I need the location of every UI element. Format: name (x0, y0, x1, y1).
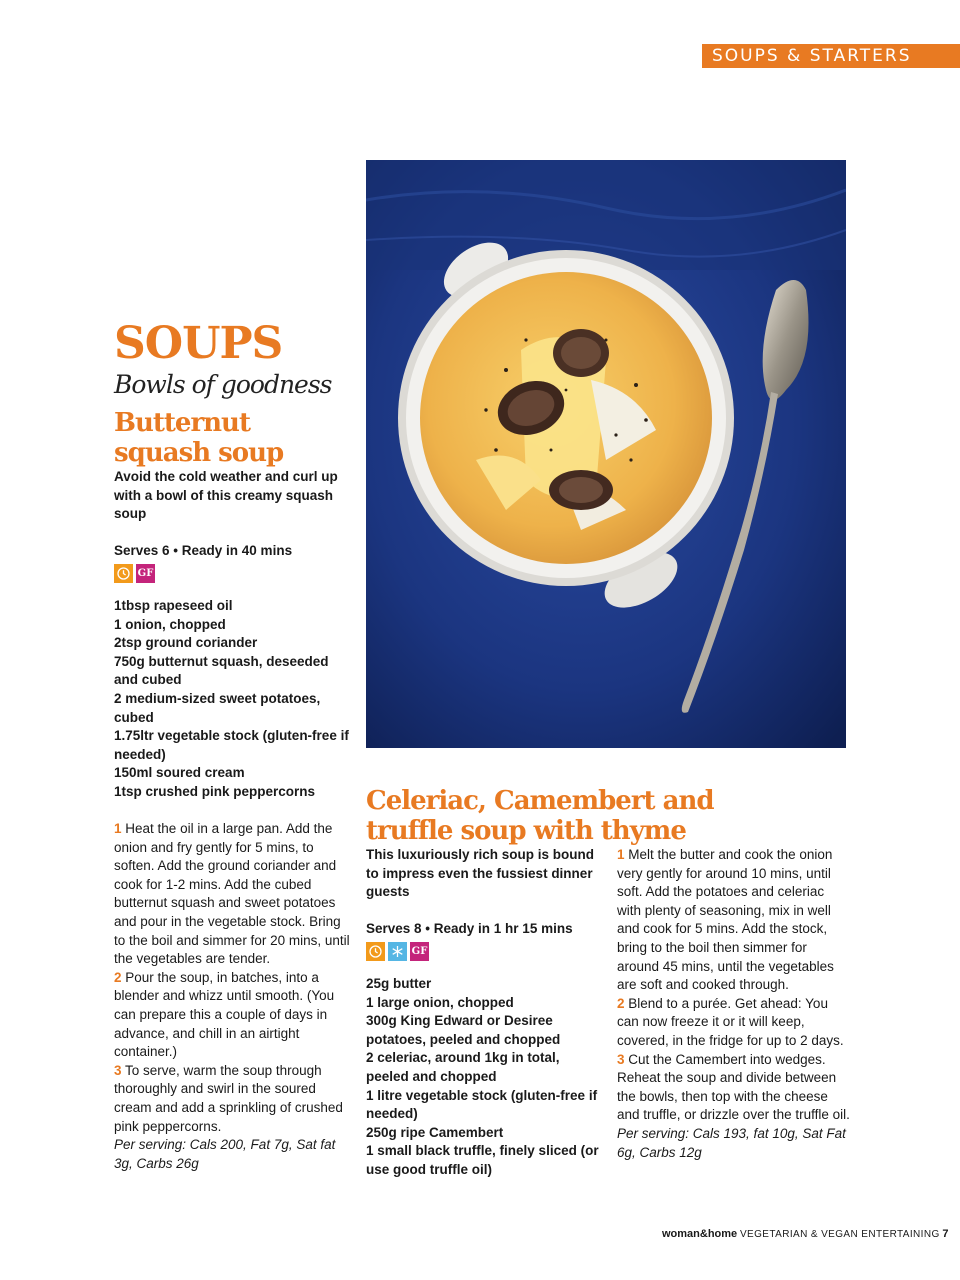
step-number: 3 (114, 1062, 122, 1078)
step-number: 3 (617, 1051, 625, 1067)
ingredient: 1 litre vegetable stock (gluten-free if needed) (366, 1087, 598, 1122)
method-step (617, 995, 851, 1051)
page-footer (662, 1228, 949, 1240)
ingredient: 1 large onion, chopped (366, 994, 514, 1010)
method (617, 846, 851, 1125)
ingredient: 150ml soured cream (114, 765, 245, 781)
ingredient: 1 onion, chopped (114, 616, 226, 632)
step-text: Blend to a purée. Get ahead: You can now freeze it or it will keep, covered, in the fridge for up to 2 days. (617, 995, 844, 1048)
clock-icon (114, 564, 133, 583)
ingredient-list (114, 597, 350, 802)
recipe-title: Butternut squash soup (114, 408, 284, 468)
step-number: 2 (114, 969, 122, 985)
ingredient: 1tsp crushed pink peppercorns (114, 783, 316, 799)
recipe-intro: This luxuriously rich soup is bound to impress even the fussiest dinner guests (366, 847, 595, 900)
method-step (114, 969, 350, 1062)
method-step (617, 1051, 851, 1125)
butternut-recipe (114, 318, 350, 1173)
recipe-title: Celeriac, Camembert and truffle soup with thyme (366, 786, 714, 846)
ingredient: 300g King Edward or Desiree potatoes, peeled and chopped (366, 1013, 561, 1047)
celeriac-recipe-ingredients (366, 846, 602, 1180)
serves-info: Serves 8 • Ready in 1 hr 15 mins (366, 921, 573, 937)
section-tab: SOUPS & STARTERS (702, 44, 960, 68)
section-subtitle: Bowls of goodness (114, 370, 332, 399)
ingredient: 250g ripe Camembert (366, 1124, 504, 1140)
method-step (617, 846, 851, 995)
publication-title: VEGETARIAN & VEGAN ENTERTAINING (739, 1229, 940, 1240)
nutrition-info: Per serving: Cals 200, Fat 7g, Sat fat 3g, Carbs 26g (114, 1137, 336, 1171)
ingredient: 2 medium-sized sweet potatoes, cubed (114, 690, 321, 725)
gluten-free-icon: GF (136, 564, 155, 583)
method-step (114, 820, 350, 969)
ingredient: 1 small black truffle, finely sliced (or use good truffle oil) (366, 1143, 599, 1177)
diet-badges (366, 942, 602, 961)
ingredient: 750g butternut squash, deseeded and cubed (114, 653, 329, 688)
ingredient: 1.75ltr vegetable stock (gluten-free if needed) (114, 728, 349, 762)
method-step (114, 1062, 350, 1136)
step-text: Cut the Camembert into wedges. Reheat the soup and divide between the bowls, then top with the cheese and truffle, or drizzle over the truffle oil. (617, 1051, 850, 1123)
soup-illustration (366, 160, 846, 748)
page-number: 7 (942, 1228, 949, 1240)
step-text: Melt the butter and cook the onion very gently for around 10 mins, until soft. Add the potatoes and celeriac with plenty of seasoning, mix in well and cook for 5 mins. Add the stock, bring to the boil then simmer for around 45 mins, until the vegetables are soft and cooked through. (617, 847, 834, 993)
step-number: 1 (114, 821, 122, 837)
ingredient: 25g butter (366, 975, 432, 991)
gluten-free-icon: GF (410, 942, 429, 961)
section-title: SOUPS (114, 318, 283, 369)
recipe-intro: Avoid the cold weather and curl up with a bowl of this creamy squash soup (114, 469, 338, 522)
magazine-brand: woman&home (662, 1228, 738, 1240)
nutrition-info: Per serving: Cals 193, fat 10g, Sat Fat 6g, Carbs 12g (617, 1125, 846, 1160)
ingredient: 1tbsp rapeseed oil (114, 597, 233, 613)
recipe2-heading (366, 786, 846, 846)
ingredient-list (366, 975, 602, 1180)
ingredient: 2tsp ground coriander (114, 635, 258, 651)
step-text: Heat the oil in a large pan. Add the onion and fry gently for 5 mins, to soften. Add the ground coriander and cook for 1-2 mins. Add the cubed butternut squash and sweet potatoes and pour in the vegetable stock. Bring to the boil and simmer for 20 mins, until the vegetables are tender. (114, 821, 350, 967)
step-number: 2 (617, 995, 625, 1011)
method (114, 820, 350, 1136)
ingredient: 2 celeriac, around 1kg in total, peeled and chopped (366, 1050, 560, 1084)
step-text: To serve, warm the soup through thoroughly and swirl in the soured cream and add a sprinkling of crushed pink peppercorns. (114, 1062, 343, 1134)
diet-badges (114, 564, 350, 583)
clock-icon (366, 942, 385, 961)
snowflake-icon (388, 942, 407, 961)
celeriac-recipe-method (617, 846, 851, 1162)
step-text: Pour the soup, in batches, into a blender and whizz until smooth. (You can prepare this a couple of days in advance, and chill in an airtight container.) (114, 969, 335, 1060)
soup-photo (366, 160, 846, 748)
step-number: 1 (617, 847, 625, 862)
serves-info: Serves 6 • Ready in 40 mins (114, 543, 293, 559)
